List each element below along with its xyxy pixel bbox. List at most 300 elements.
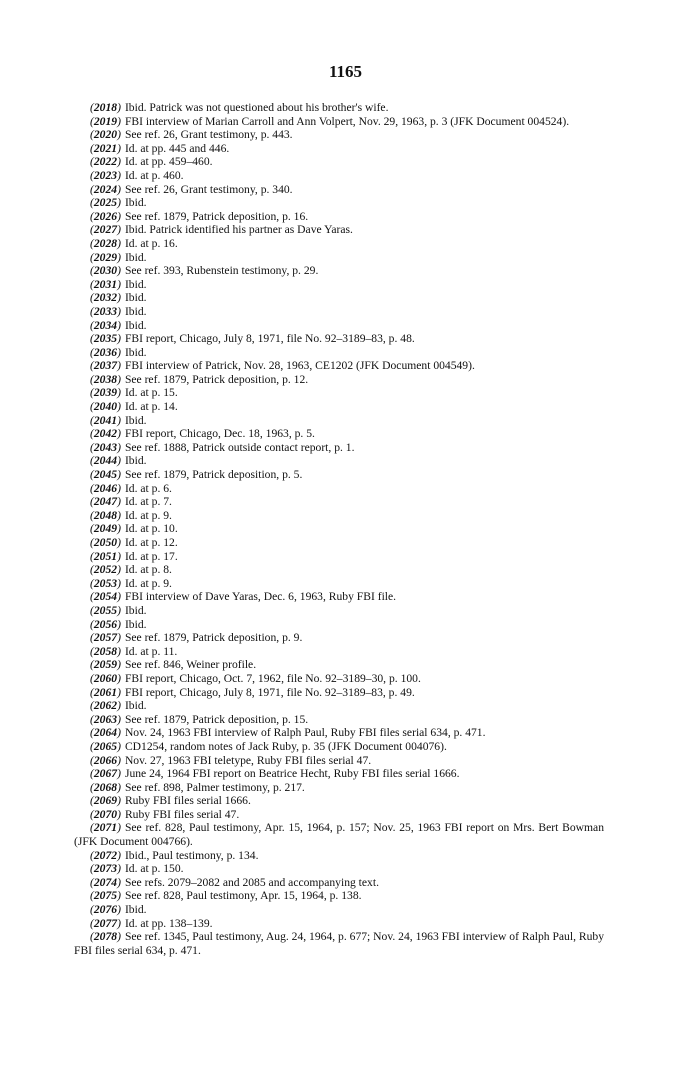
- endnote-item: [74, 590, 604, 604]
- endnote-item: [74, 142, 604, 156]
- endnote-item: [74, 522, 604, 536]
- endnote-ref-number: 2027: [93, 223, 118, 237]
- ref-open-paren: (: [90, 794, 94, 808]
- endnote-text: FBI report, Chicago, Dec. 18, 1963, p. 5.: [124, 427, 315, 441]
- endnote-item: [74, 482, 604, 496]
- endnote-ref-number: 2062: [93, 699, 118, 713]
- endnote-text: See ref. 26, Grant testimony, p. 340.: [124, 182, 293, 196]
- endnote-text: See ref. 26, Grant testimony, p. 443.: [124, 128, 293, 142]
- endnote-ref-number: 2020: [93, 128, 118, 142]
- endnote-text: Ibid.: [124, 291, 147, 305]
- ref-open-paren: (: [90, 671, 94, 685]
- page-number: 1165: [328, 62, 363, 81]
- endnote-ref-number: 2077: [93, 916, 118, 930]
- endnote-text: Id. at p. 10.: [124, 522, 178, 536]
- ref-close-paren: ): [117, 712, 121, 726]
- ref-close-paren: ): [117, 780, 121, 794]
- ref-close-paren: ): [117, 236, 121, 250]
- endnote-item: [74, 821, 604, 848]
- endnote-ref-number: 2058: [93, 644, 118, 658]
- endnote-text: Id. at p. 14.: [124, 400, 178, 414]
- ref-close-paren: ): [117, 250, 121, 264]
- ref-open-paren: (: [90, 155, 94, 169]
- ref-open-paren: (: [90, 875, 94, 889]
- ref-close-paren: ): [117, 359, 121, 373]
- endnote-text: See ref. 1879, Patrick deposition, p. 16.: [124, 209, 309, 223]
- endnote-item: [74, 237, 604, 251]
- endnote-item: [74, 223, 604, 237]
- ref-close-paren: ): [117, 563, 121, 577]
- ref-open-paren: (: [90, 563, 94, 577]
- ref-close-paren: ): [117, 767, 121, 781]
- endnote-item: [74, 210, 604, 224]
- endnote-ref-number: 2051: [93, 549, 118, 563]
- endnote-ref-number: 2053: [93, 576, 118, 590]
- ref-open-paren: (: [90, 753, 94, 767]
- ref-close-paren: ): [117, 739, 121, 753]
- endnote-text: See ref. 1879, Patrick deposition, p. 12.: [124, 372, 309, 386]
- ref-close-paren: ): [117, 413, 121, 427]
- endnote-text: Ibid.: [124, 699, 147, 713]
- ref-close-paren: ): [117, 440, 121, 454]
- ref-open-paren: (: [90, 821, 94, 835]
- ref-close-paren: ): [117, 155, 121, 169]
- endnote-item: [74, 767, 604, 781]
- endnote-item: [74, 454, 604, 468]
- ref-open-paren: (: [90, 250, 94, 264]
- ref-open-paren: (: [90, 739, 94, 753]
- endnote-ref-number: 2030: [93, 264, 118, 278]
- endnote-text: Ibid.: [124, 413, 147, 427]
- endnote-text: Id. at p. 9.: [124, 508, 172, 522]
- endnote-ref-number: 2038: [93, 372, 118, 386]
- ref-open-paren: (: [90, 807, 94, 821]
- endnote-text: Ibid.: [124, 903, 147, 917]
- ref-open-paren: (: [90, 712, 94, 726]
- endnote-text: Id. at p. 6.: [124, 481, 172, 495]
- endnote-ref-number: 2032: [93, 291, 118, 305]
- endnote-ref-number: 2025: [93, 196, 118, 210]
- endnote-item: [74, 699, 604, 713]
- ref-close-paren: ): [117, 576, 121, 590]
- ref-open-paren: (: [90, 780, 94, 794]
- endnote-ref-number: 2060: [93, 671, 118, 685]
- endnote-text: Ibid.: [124, 345, 147, 359]
- endnote-item: [74, 740, 604, 754]
- endnote-text: Id. at p. 460.: [124, 168, 184, 182]
- endnote-ref-number: 2076: [93, 903, 118, 917]
- endnote-ref-number: 2044: [93, 454, 118, 468]
- endnote-ref-number: 2024: [93, 182, 118, 196]
- ref-close-paren: ): [117, 549, 121, 563]
- ref-open-paren: (: [90, 508, 94, 522]
- endnote-text: Id. at p. 7.: [124, 495, 172, 509]
- ref-close-paren: ): [117, 536, 121, 549]
- endnote-item: [74, 672, 604, 686]
- endnote-item: [74, 686, 604, 700]
- endnote-ref-number: 2021: [93, 141, 118, 155]
- ref-close-paren: ): [117, 468, 121, 482]
- endnote-ref-number: 2071: [93, 821, 118, 835]
- endnote-text: Id. at pp. 138–139.: [124, 916, 213, 930]
- endnote-text: See ref. 1345, Paul testimony, Aug. 24, 1964, p. 677; Nov. 24, 1963 FBI interview of Ralph Paul, Ruby FBI files serial 634, p. 471.: [74, 930, 604, 957]
- endnote-ref-number: 2055: [93, 603, 118, 617]
- ref-open-paren: (: [90, 318, 94, 332]
- endnote-text: See ref. 393, Rubenstein testimony, p. 29.: [124, 264, 319, 278]
- endnote-ref-number: 2074: [93, 875, 118, 889]
- endnote-ref-number: 2041: [93, 413, 118, 427]
- ref-open-paren: (: [90, 603, 94, 617]
- endnote-ref-number: 2066: [93, 753, 118, 767]
- ref-close-paren: ): [117, 372, 121, 386]
- endnote-text: Id. at p. 16.: [124, 236, 178, 250]
- ref-open-paren: (: [90, 304, 94, 318]
- ref-open-paren: (: [90, 345, 94, 359]
- ref-close-paren: ): [117, 617, 121, 631]
- endnote-text: Ibid.: [124, 454, 147, 468]
- endnote-text: Ibid., Paul testimony, p. 134.: [124, 848, 259, 862]
- ref-close-paren: ): [117, 454, 121, 468]
- endnote-item: [74, 128, 604, 142]
- endnote-item: [74, 373, 604, 387]
- ref-open-paren: (: [90, 223, 94, 237]
- endnote-item: [74, 427, 604, 441]
- ref-open-paren: (: [90, 903, 94, 917]
- ref-open-paren: (: [90, 101, 94, 114]
- endnote-ref-number: 2049: [93, 522, 118, 536]
- endnote-text: Id. at p. 15.: [124, 386, 178, 400]
- ref-open-paren: (: [90, 277, 94, 291]
- ref-close-paren: ): [117, 821, 121, 835]
- ref-open-paren: (: [90, 291, 94, 305]
- endnote-item: [74, 536, 604, 550]
- endnote-item: [74, 876, 604, 890]
- ref-open-paren: (: [90, 495, 94, 509]
- ref-open-paren: (: [90, 644, 94, 658]
- endnote-ref-number: 2067: [93, 767, 118, 781]
- ref-open-paren: (: [90, 617, 94, 631]
- endnote-ref-number: 2026: [93, 209, 118, 223]
- endnote-text: FBI interview of Dave Yaras, Dec. 6, 1963, Ruby FBI file.: [124, 590, 397, 604]
- endnote-ref-number: 2057: [93, 631, 118, 645]
- endnote-item: [74, 196, 604, 210]
- endnote-ref-number: 2075: [93, 889, 118, 903]
- ref-open-paren: (: [90, 848, 94, 862]
- endnote-text: Ibid.: [124, 196, 147, 210]
- ref-open-paren: (: [90, 454, 94, 468]
- ref-open-paren: (: [90, 332, 94, 346]
- endnote-ref-number: 2069: [93, 794, 118, 808]
- endnote-item: [74, 346, 604, 360]
- endnote-text: FBI interview of Patrick, Nov. 28, 1963, CE1202 (JFK Document 004549).: [124, 359, 475, 373]
- endnote-ref-number: 2078: [93, 930, 118, 944]
- endnote-text: Id. at p. 11.: [124, 644, 178, 658]
- endnote-ref-number: 2073: [93, 862, 118, 876]
- endnote-item: [74, 808, 604, 822]
- ref-close-paren: ): [117, 916, 121, 930]
- endnote-item: [74, 889, 604, 903]
- endnote-item: [74, 658, 604, 672]
- endnote-ref-number: 2065: [93, 739, 118, 753]
- endnote-ref-number: 2042: [93, 427, 118, 441]
- endnote-text: Nov. 27, 1963 FBI teletype, Ruby FBI files serial 47.: [124, 753, 372, 767]
- ref-close-paren: ): [117, 644, 121, 658]
- ref-open-paren: (: [90, 427, 94, 441]
- ref-close-paren: ): [117, 658, 121, 672]
- endnote-ref-number: 2018: [93, 101, 118, 114]
- endnote-item: [74, 101, 604, 115]
- endnote-item: [74, 618, 604, 632]
- endnote-ref-number: 2047: [93, 495, 118, 509]
- endnote-ref-number: 2028: [93, 236, 118, 250]
- endnote-text: See ref. 846, Weiner profile.: [124, 658, 257, 672]
- endnote-text: Ibid.: [124, 318, 147, 332]
- endnote-text: See ref. 1879, Patrick deposition, p. 5.: [124, 468, 303, 482]
- endnote-text: See refs. 2079–2082 and 2085 and accompanying text.: [124, 875, 379, 889]
- endnote-text: See ref. 1879, Patrick deposition, p. 9.: [124, 631, 303, 645]
- endnote-text: Ruby FBI files serial 1666.: [124, 794, 251, 808]
- ref-close-paren: ): [117, 481, 121, 495]
- endnote-ref-number: 2040: [93, 400, 118, 414]
- endnote-text: June 24, 1964 FBI report on Beatrice Hecht, Ruby FBI files serial 1666.: [124, 767, 460, 781]
- ref-close-paren: ): [117, 508, 121, 522]
- endnote-item: [74, 400, 604, 414]
- endnote-text: Ibid.: [124, 304, 147, 318]
- endnote-item: [74, 645, 604, 659]
- endnote-item: [74, 849, 604, 863]
- endnote-text: Id. at pp. 459–460.: [124, 155, 213, 169]
- endnote-ref-number: 2072: [93, 848, 118, 862]
- endnote-item: [74, 251, 604, 265]
- ref-open-paren: (: [90, 141, 94, 155]
- endnote-text: Ruby FBI files serial 47.: [124, 807, 240, 821]
- endnote-text: Id. at p. 9.: [124, 576, 172, 590]
- ref-close-paren: ): [117, 794, 121, 808]
- ref-open-paren: (: [90, 576, 94, 590]
- endnote-item: [74, 563, 604, 577]
- endnote-ref-number: 2043: [93, 440, 118, 454]
- ref-close-paren: ): [117, 603, 121, 617]
- ref-open-paren: (: [90, 264, 94, 278]
- ref-open-paren: (: [90, 862, 94, 876]
- endnote-text: Id. at p. 150.: [124, 862, 184, 876]
- endnote-ref-number: 2059: [93, 658, 118, 672]
- endnote-text: See ref. 898, Palmer testimony, p. 217.: [124, 780, 305, 794]
- ref-open-paren: (: [90, 400, 94, 414]
- ref-close-paren: ): [117, 631, 121, 645]
- ref-close-paren: ): [117, 318, 121, 332]
- endnote-item: [74, 468, 604, 482]
- ref-close-paren: ): [117, 903, 121, 917]
- endnote-item: [74, 550, 604, 564]
- endnote-ref-number: 2031: [93, 277, 118, 291]
- ref-open-paren: (: [90, 930, 94, 944]
- ref-open-paren: (: [90, 699, 94, 713]
- ref-open-paren: (: [90, 372, 94, 386]
- ref-close-paren: ): [117, 753, 121, 767]
- ref-open-paren: (: [90, 549, 94, 563]
- ref-close-paren: ): [117, 400, 121, 414]
- endnote-ref-number: 2048: [93, 508, 118, 522]
- ref-open-paren: (: [90, 889, 94, 903]
- ref-open-paren: (: [90, 522, 94, 536]
- endnote-text: Ibid. Patrick was not questioned about his brother's wife.: [124, 101, 389, 114]
- endnote-ref-number: 2029: [93, 250, 118, 264]
- endnote-text: Id. at p. 8.: [124, 563, 172, 577]
- endnote-ref-number: 2061: [93, 685, 118, 699]
- endnote-item: [74, 264, 604, 278]
- endnote-ref-number: 2033: [93, 304, 118, 318]
- endnote-ref-number: 2037: [93, 359, 118, 373]
- ref-close-paren: ): [117, 277, 121, 291]
- ref-close-paren: ): [117, 685, 121, 699]
- ref-open-paren: (: [90, 631, 94, 645]
- ref-close-paren: ): [117, 495, 121, 509]
- endnote-item: [74, 305, 604, 319]
- ref-open-paren: (: [90, 196, 94, 210]
- endnote-text: See ref. 828, Paul testimony, Apr. 15, 1964, p. 157; Nov. 25, 1963 FBI report on Mrs. Bert Bowman (JFK Document 004766).: [74, 821, 604, 849]
- endnote-ref-number: 2036: [93, 345, 118, 359]
- endnote-text: Nov. 24, 1963 FBI interview of Ralph Paul, Ruby FBI files serial 634, p. 471.: [124, 726, 486, 740]
- endnote-text: FBI report, Chicago, July 8, 1971, file No. 92–3189–83, p. 48.: [124, 332, 415, 346]
- ref-close-paren: ): [117, 264, 121, 278]
- ref-close-paren: ): [117, 889, 121, 903]
- ref-open-paren: (: [90, 536, 94, 549]
- endnote-text: See ref. 1879, Patrick deposition, p. 15.: [124, 712, 309, 726]
- endnote-ref-number: 2045: [93, 468, 118, 482]
- endnote-text: Ibid. Patrick identified his partner as Dave Yaras.: [124, 223, 353, 237]
- endnote-item: [74, 155, 604, 169]
- ref-open-paren: (: [90, 413, 94, 427]
- ref-close-paren: ): [117, 223, 121, 237]
- endnote-ref-number: 2068: [93, 780, 118, 794]
- ref-open-paren: (: [90, 209, 94, 223]
- endnote-ref-number: 2023: [93, 168, 118, 182]
- ref-open-paren: (: [90, 916, 94, 930]
- endnote-item: [74, 726, 604, 740]
- endnote-text: FBI interview of Marian Carroll and Ann Volpert, Nov. 29, 1963, p. 3 (JFK Document 004524).: [124, 114, 570, 128]
- endnote-item: [74, 862, 604, 876]
- endnote-item: [74, 291, 604, 305]
- ref-close-paren: ): [117, 114, 121, 128]
- endnote-item: [74, 713, 604, 727]
- ref-close-paren: ): [117, 699, 121, 713]
- endnote-item: [74, 509, 604, 523]
- ref-open-paren: (: [90, 182, 94, 196]
- ref-close-paren: ): [117, 590, 121, 604]
- endnote-ref-number: 2054: [93, 590, 118, 604]
- ref-open-paren: (: [90, 481, 94, 495]
- endnote-item: [74, 781, 604, 795]
- ref-close-paren: ): [117, 386, 121, 400]
- endnote-ref-number: 2070: [93, 807, 118, 821]
- endnote-text: CD1254, random notes of Jack Ruby, p. 35 (JFK Document 004076).: [124, 739, 447, 753]
- endnote-ref-number: 2052: [93, 563, 118, 577]
- endnote-text: FBI report, Chicago, Oct. 7, 1962, file No. 92–3189–30, p. 100.: [124, 671, 421, 685]
- ref-open-paren: (: [90, 168, 94, 182]
- ref-close-paren: ): [117, 168, 121, 182]
- ref-open-paren: (: [90, 590, 94, 604]
- ref-close-paren: ): [117, 930, 121, 944]
- endnote-item: [74, 183, 604, 197]
- ref-close-paren: ): [117, 671, 121, 685]
- endnote-ref-number: 2019: [93, 114, 118, 128]
- ref-close-paren: ): [117, 141, 121, 155]
- ref-close-paren: ): [117, 522, 121, 536]
- ref-open-paren: (: [90, 114, 94, 128]
- endnote-ref-number: 2034: [93, 318, 118, 332]
- endnote-ref-number: 2035: [93, 332, 118, 346]
- endnote-text: See ref. 1888, Patrick outside contact report, p. 1.: [124, 440, 355, 454]
- ref-open-paren: (: [90, 726, 94, 740]
- endnote-text: FBI report, Chicago, July 8, 1971, file No. 92–3189–83, p. 49.: [124, 685, 415, 699]
- endnote-item: [74, 414, 604, 428]
- endnote-item: [74, 386, 604, 400]
- ref-close-paren: ): [117, 848, 121, 862]
- endnote-item: [74, 319, 604, 333]
- endnote-ref-number: 2064: [93, 726, 118, 740]
- ref-open-paren: (: [90, 468, 94, 482]
- endnote-item: [74, 631, 604, 645]
- endnote-text: Id. at pp. 445 and 446.: [124, 141, 230, 155]
- ref-open-paren: (: [90, 128, 94, 142]
- ref-close-paren: ): [117, 332, 121, 346]
- ref-close-paren: ): [117, 875, 121, 889]
- ref-open-paren: (: [90, 236, 94, 250]
- endnote-text: Ibid.: [124, 277, 147, 291]
- ref-close-paren: ): [117, 862, 121, 876]
- endnote-item: [74, 332, 604, 346]
- endnote-text: Id. at p. 12.: [124, 536, 178, 549]
- endnote-item: [74, 359, 604, 373]
- ref-close-paren: ): [117, 304, 121, 318]
- ref-open-paren: (: [90, 386, 94, 400]
- ref-open-paren: (: [90, 440, 94, 454]
- endnote-ref-number: 2056: [93, 617, 118, 631]
- ref-close-paren: ): [117, 427, 121, 441]
- endnote-item: [74, 917, 604, 931]
- ref-close-paren: ): [117, 291, 121, 305]
- ref-open-paren: (: [90, 658, 94, 672]
- endnote-ref-number: 2039: [93, 386, 118, 400]
- ref-close-paren: ): [117, 345, 121, 359]
- endnote-ref-number: 2063: [93, 712, 118, 726]
- ref-open-paren: (: [90, 767, 94, 781]
- ref-close-paren: ): [117, 196, 121, 210]
- endnote-item: [74, 903, 604, 917]
- endnote-item: [74, 577, 604, 591]
- ref-open-paren: (: [90, 359, 94, 373]
- ref-close-paren: ): [117, 209, 121, 223]
- endnote-item: [74, 115, 604, 129]
- endnote-text: Ibid.: [124, 617, 147, 631]
- endnote-item: [74, 604, 604, 618]
- ref-open-paren: (: [90, 685, 94, 699]
- endnote-ref-number: 2022: [93, 155, 118, 169]
- endnote-item: [74, 930, 604, 957]
- endnote-ref-number: 2050: [93, 536, 118, 549]
- endnote-item: [74, 441, 604, 455]
- ref-close-paren: ): [117, 128, 121, 142]
- endnote-item: [74, 754, 604, 768]
- ref-close-paren: ): [117, 182, 121, 196]
- endnote-ref-number: 2046: [93, 481, 118, 495]
- ref-close-paren: ): [117, 101, 121, 114]
- endnote-text: Id. at p. 17.: [124, 549, 178, 563]
- endnotes-list: [74, 101, 604, 957]
- ref-close-paren: ): [117, 807, 121, 821]
- endnote-item: [74, 169, 604, 183]
